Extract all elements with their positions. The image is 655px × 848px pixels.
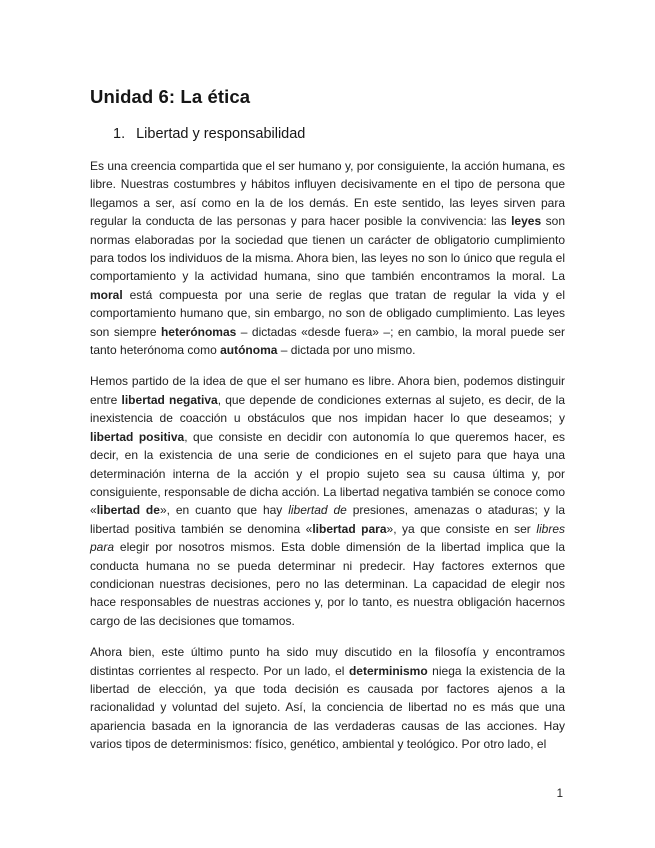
text-run: leyes [511,214,542,229]
text-run: elegir por nosotros mismos. Esta doble dimensión de la libertad implica que la conducta humana no se pueda determinar ni predecir. Hay factores externos que condicionan nuestras decisiones, pero no las determinan. La capacidad de elegir nos hace responsables de nuestras acciones y, por lo tanto, es nuestra obligación hacernos cargo de las decisiones que tomamos. [90,540,565,628]
body-text [90,157,565,754]
page-number: 1 [556,788,563,800]
text-run: autónoma [220,343,278,358]
text-run: , que consiste en decidir con autonomía lo que queremos hacer, es decir, en la existencia de una serie de condiciones en el sujeto para que haya una determinación interna de la acción y el propio sujeto sea su causa última y, por consiguiente, responsable de dicha acción. La libertad negativa también se conoce como « [90,429,565,518]
text-run: moral [90,287,123,302]
text-run: libertad negativa [121,392,218,407]
text-run: libertad de [288,503,347,518]
text-run: presiones, amenazas o ataduras; y la libertad positiva también se denomina « [90,503,565,536]
text-run: libertad para [312,521,387,536]
text-run: – dictadas «desde fuera» –; en cambio, la moral puede ser tanto heterónoma como [90,324,565,358]
text-run: , que depende de condiciones externas al sujeto, es decir, de la inexistencia de coacción u obstáculos que nos impidan hacer lo que deseamos; y [90,392,565,426]
text-run: determinismo [348,663,428,678]
text-run: heterónomas [160,324,237,339]
text-run: libertad de [96,503,160,518]
text-run: está compuesta por una serie de reglas que tratan de regular la vida y el comportamiento humano que, sin embargo, no son de obligado cumplimiento. Las leyes son siempre [90,287,565,339]
text-run: libertad positiva [90,429,185,444]
text-run: niega la existencia de la libertad de elección, ya que toda decisión es causada por factores ajenos a la racionalidad y voluntad del sujeto. Así, la conciencia de libertad no es más que una apariencia basada en la ignorancia de las verdaderas causas de las acciones. Hay varios tipos de determinismos: físico, genético, ambiental y teológico. Por otro lado, el [90,663,566,752]
text-run: », ya que consiste en ser [386,521,537,536]
section-label: Libertad y responsabilidad [136,126,306,142]
paragraph [90,643,565,753]
section-number: 1. [113,126,126,142]
paragraph [90,157,565,359]
text-run: son normas elaboradas por la sociedad que tienen un carácter de obligatorio cumplimiento para todos los individuos de la misma. Ahora bien, las leyes no son lo único que regula el comportamiento y la actividad humana, sino que también encontramos la moral. La [90,214,565,284]
text-run: Ahora bien, este último punto ha sido muy discutido en la filosofía y encontramos distintas corrientes al respecto. Por un lado, el [90,645,565,678]
text-run: Hemos partido de la idea de que el ser humano es libre. Ahora bien, podemos distinguir entre [90,374,565,407]
text-run: », en cuanto que hay [159,503,289,518]
text-run: Es una creencia compartida que el ser humano y, por consiguiente, la acción humana, es libre. Nuestras costumbres y hábitos influyen decisivamente en el tipo de persona que llegamos a ser, así como en la de los demás. En este sentido, las leyes sirven para regular la conducta de las personas y para hacer posible la convivencia: las [90,159,565,229]
text-run: – dictada por uno mismo. [277,343,416,358]
text-run: libres para [90,521,565,555]
page-title: Unidad 6: La ética [90,86,251,107]
section-heading [113,126,565,142]
paragraph [90,372,565,630]
